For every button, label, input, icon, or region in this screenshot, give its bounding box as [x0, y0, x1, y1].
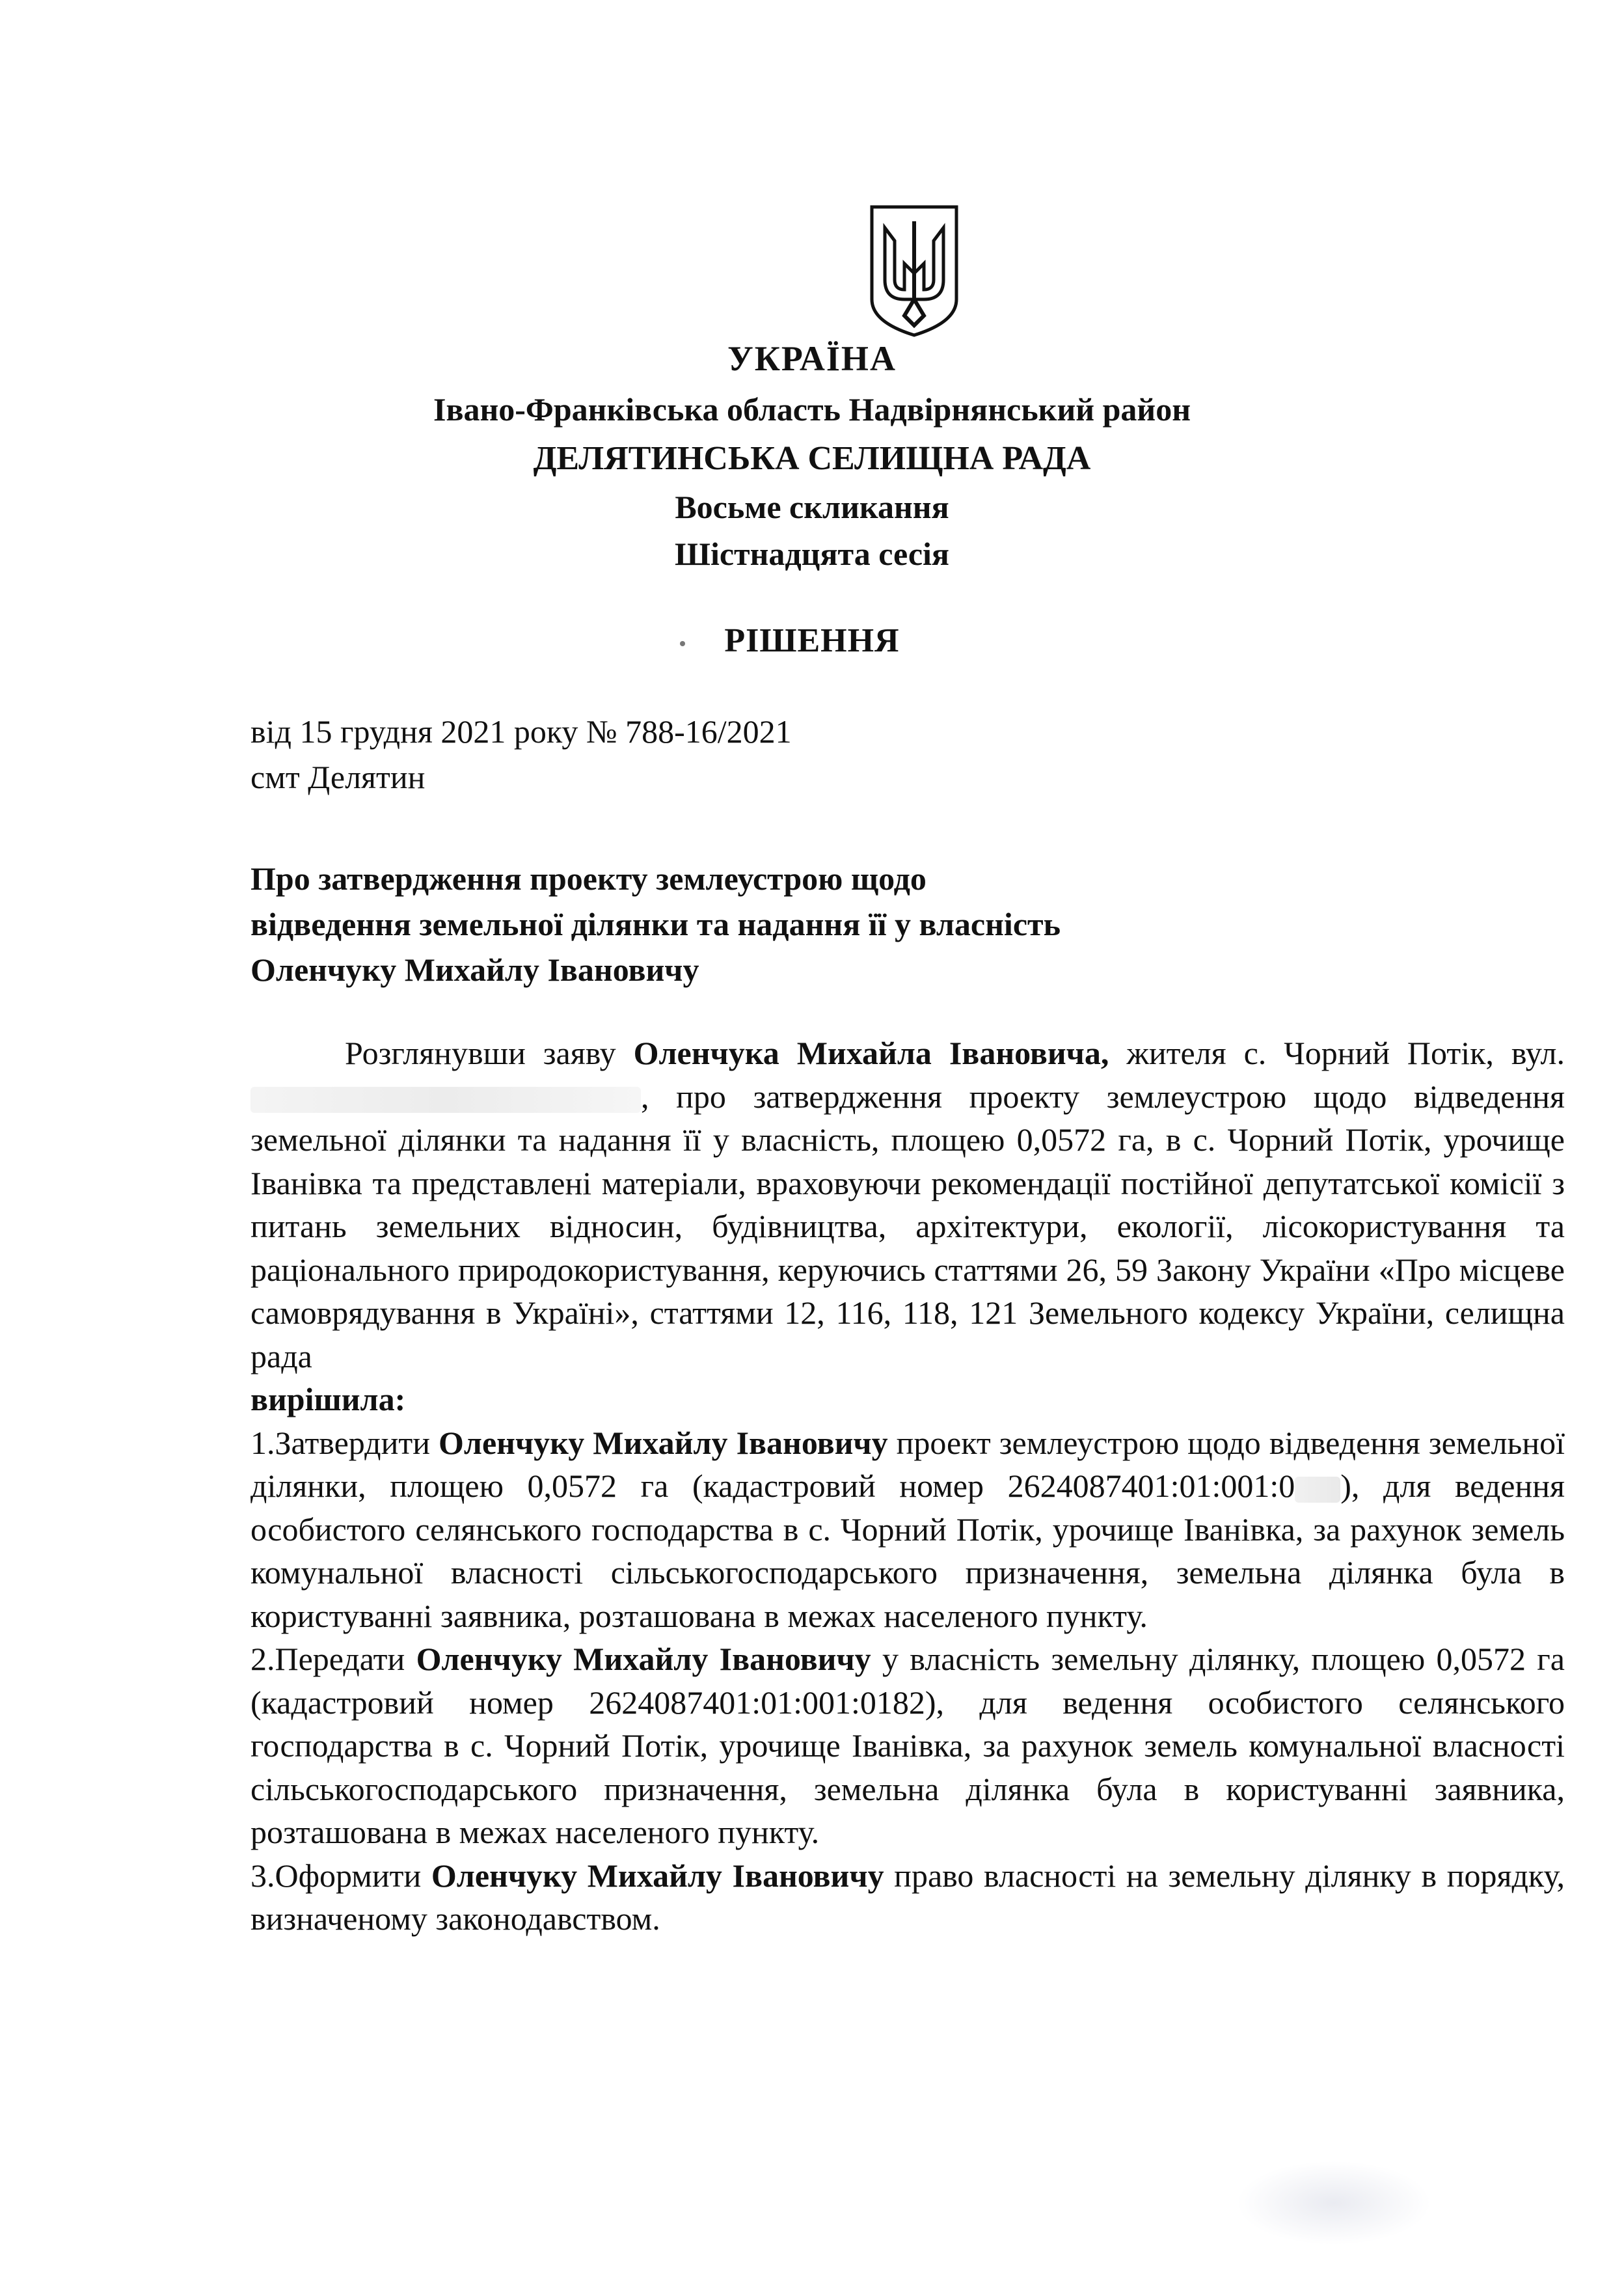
subject-line: відведення земельної ділянки та надання її у власність — [250, 906, 1061, 942]
applicant-name: Оленчуку Михайлу Івановичу — [439, 1424, 888, 1461]
document-type-heading: РІШЕННЯ — [724, 622, 900, 659]
decision-item-3: 3.Оформити Оленчуку Михайлу Івановичу право власності на земельну ділянку в порядку, визначеному законодавством. — [250, 1857, 1565, 1937]
council-heading: ДЕЛЯТИНСЬКА СЕЛИЩНА РАДА — [533, 440, 1091, 477]
place-line: смт Делятин — [250, 759, 426, 795]
applicant-name: Оленчуку Михайлу Івановичу — [431, 1857, 884, 1894]
scan-smudge — [1236, 2161, 1431, 2245]
convocation-heading: Восьме скликання — [675, 489, 949, 525]
preamble-paragraph: Розглянувши заяву Оленчука Михайла Івановича, жителя с. Чорний Потік, вул. , про затвердження проекту землеустрою щодо відведення земельної ділянки та надання її у власність, площею 0,0572 га, в с. Чорний Потік, урочище Іванівка та представлені матеріали, враховуючи рекомендації постійної депутатської комісії з питань земельних відносин, будівництва, архітектури, екології, лісокористування та раціонального природокористування, керуючись статтями 26, 59 Закону України «Про місцеве самоврядування в Україні», статтями 12, 116, 118, 121 Земельного кодексу України, селищна рада — [250, 1035, 1565, 1374]
applicant-name: Оленчука Михайла Івановича, — [633, 1035, 1109, 1071]
decision-body — [250, 1032, 1565, 1941]
country-heading: УКРАЇНА — [727, 339, 897, 378]
subject-line: Оленчуку Михайлу Івановичу — [250, 951, 699, 988]
decision-item-1: 1.Затвердити Оленчуку Михайлу Івановичу проект землеустрою щодо відведення земельної ділянки, площею 0,0572 га (кадастровий номер 2624087401:01:001:0 ), для ведення особистого селянського господарства в с. Чорний Потік, урочище Іванівка, за рахунок земель комунальної власності сільськогосподарського призначення, земельна ділянка була в користуванні заявника, розташована в межах населеного пункту. — [250, 1424, 1565, 1634]
decision-item-2: 2.Передати Оленчуку Михайлу Івановичу у власність земельну ділянку, площею 0,0572 га (кадастровий номер 2624087401:01:001:0182), для ведення особистого селянського господарства в с. Чорний Потік, урочище Іванівка, за рахунок земель комунальної власності сільськогосподарського призначення, земельна ділянка була в користуванні заявника, розташована в межах населеного пункту. — [250, 1641, 1565, 1850]
decision-subject — [250, 856, 1061, 992]
redacted-cadastral-digits — [1295, 1477, 1340, 1503]
subject-line: Про затвердження проекту землеустрою щодо — [250, 860, 927, 897]
scan-speck — [680, 641, 685, 646]
trident-icon — [865, 202, 963, 338]
date-number-line: від 15 грудня 2021 року № 788-16/2021 — [250, 713, 792, 750]
decided-label: вирішила: — [250, 1381, 406, 1417]
session-heading: Шістнадцята сесія — [675, 536, 949, 572]
redacted-address — [250, 1087, 641, 1113]
applicant-name: Оленчуку Михайлу Івановичу — [416, 1641, 871, 1677]
region-heading: Івано-Франківська область Надвірнянський район — [433, 391, 1191, 428]
